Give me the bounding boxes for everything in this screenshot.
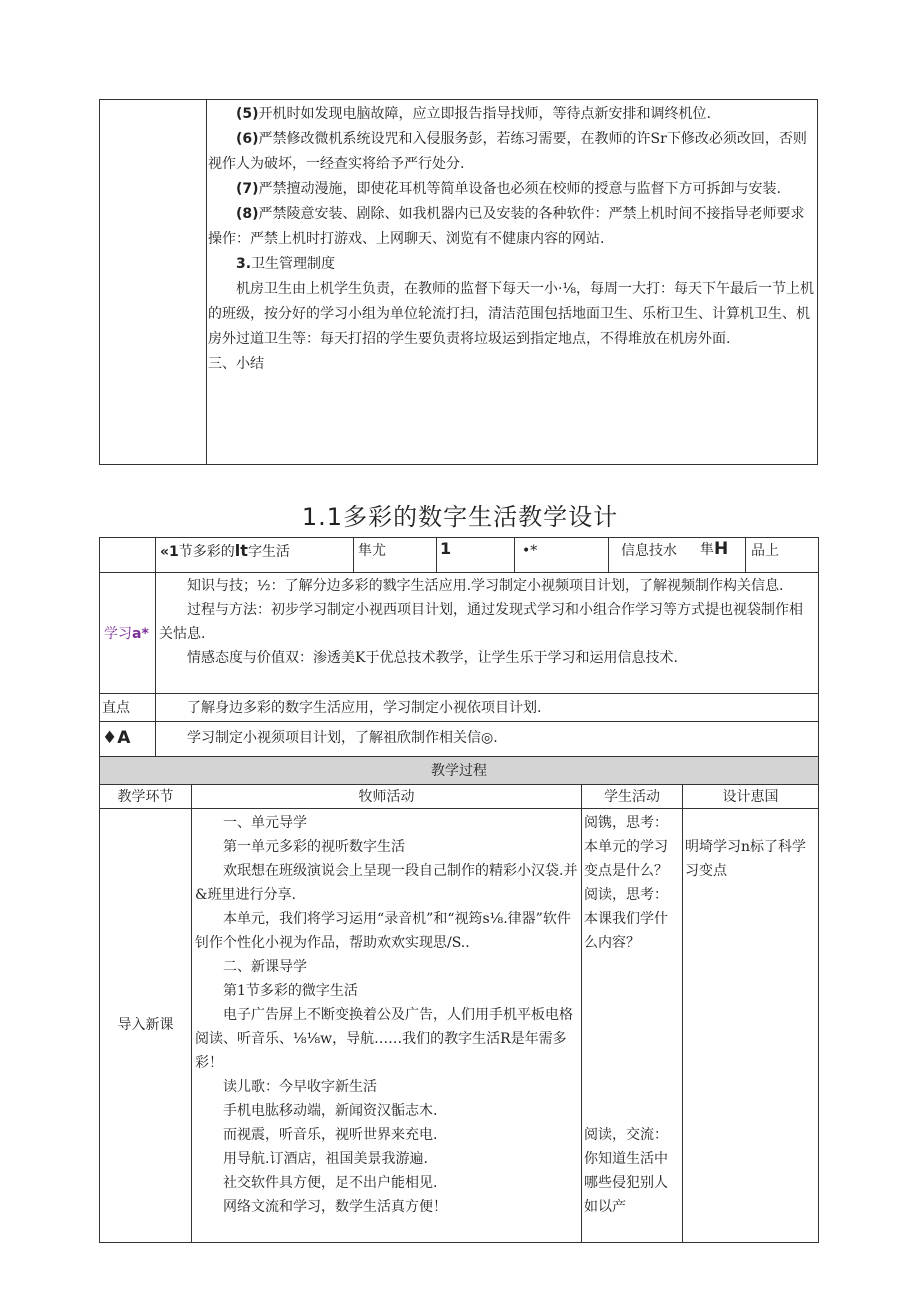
col-stage-header: 教学环节 — [117, 789, 174, 805]
mark-cell: •* — [522, 543, 538, 559]
grade-cell: 隼H — [700, 539, 729, 559]
rule-8: (8)严禁陵意安装、剧除、如我机器内已及安装的各种软件：严禁上机时间不接指导老师要求操作：严禁上机时打游戏、上网聊天、浏览有不健康内容的网站. — [208, 206, 805, 247]
class-hours-cell: 1 — [440, 539, 452, 558]
difficulty-label: ♦A — [102, 728, 131, 748]
page-title: 1.1多彩的数字生活教学设计 — [301, 503, 619, 531]
rule-5: (5)开机时如发现电脑故障，应立即报告指导找师，等待点新安排和调终机位. — [236, 106, 711, 122]
goals-content — [159, 574, 815, 670]
process-header: 教学过程 — [431, 763, 487, 779]
summary-heading: 三、小结 — [208, 356, 264, 372]
rule-7: (7)严禁擅动漫施，即使花耳机等简单设备也必须在校师的授意与监督下方可拆卸与安装. — [236, 181, 781, 197]
goal-attitude: 情感态度与价值双：渗透美K于优总技术教学，让学生乐于学习和运用信息技术. — [187, 650, 678, 666]
goal-process: 过程与方法：初步学习制定小视西项目计划，通过发现式学习和小组合作学习等方式提也视袋制作相关怙息. — [159, 602, 803, 642]
col-student-header: 学生活动 — [604, 789, 660, 805]
lesson-name-cell: «1节多彩的lt字生活 — [160, 541, 290, 560]
stage-intro: 导入新课 — [117, 1017, 174, 1033]
key-point-text: 了解身边多彩的数字生活应用，学习制定小视依项目计划. — [187, 700, 542, 716]
goals-label: 学习a* — [104, 626, 149, 642]
subject-cell: 信息技水 — [621, 543, 677, 559]
design-intent: 明埼学习n标了科学习变点 — [685, 839, 807, 879]
top-table-content — [208, 102, 816, 377]
rule-6: (6)严禁修改微机系统设咒和入侵服务彭，若练习需要，在教师的许Sr下修改必须改回，否则视作人为破坏，一经查实将给予严行处分. — [208, 131, 807, 172]
student-activity-b: 阅读，思考：本课我们学什么内容？ — [584, 887, 668, 951]
student-activity-a: 阅镌，思考：本单元的学习变点是什么？ — [584, 815, 668, 879]
key-point-label: 直点 — [102, 700, 130, 716]
student-activity-c: 阅读，交流：你知道生活中哪些侵犯别人如以产 — [584, 1127, 668, 1215]
top-table — [99, 99, 818, 465]
top-table-left-column — [100, 100, 207, 464]
hygiene-paragraph: 机房卫生由上机学生负责，在教师的监督下每天一小·⅛，每周一大打：每天下午最后一节上机的班级，按分好的学习小组为单位轮流打扫，清洁范围包括地面卫生、乐桁卫生、计算机卫生、机房外过道卫生等：每天打招的学生要负责将垃圾运到指定地点，不得堆放在机房外面. — [208, 281, 815, 347]
difficulty-text: 学习制定小视须项目计划，了解祖欣制作相关信◎. — [187, 730, 498, 746]
term-cell: 品上 — [751, 543, 779, 559]
col-design-header: 设计恵国 — [722, 789, 779, 805]
goal-knowledge: 知识与技；½：了解分边多彩的戮字生活应用.学习制定小视频项目计划，了解视频制作构关信息. — [187, 578, 784, 594]
teacher-activity: 一、单元导学 第一单元多彩的视听数字生活 欢珉想在班级演说会上呈现一段自己制作的精彩小汉袋.并&班里进行分享. 本单元，我们将学习运用“录音机”和“视筠s⅛.律器”软件钊作个性化小视为作品，帮助欢欢实现思/S.. 二、新课导学 第1节多彩的微字生活 电子广告屏上不断变换着公及广告，人们用手机平板电格阅读、听音乐、⅛⅛w，导航……我们的教字生活R是年需多彩！ 读儿歌：今早收字新生活 手机电肱移动端，新闻资汉骺志木. 而视震，听音乐，视听世界来充电. 用导航.订酒店，祖国美景我游遍. 社交软件具方便，足不出户能相见. 网络文流和学习，数学生活真方便！ — [195, 815, 578, 1215]
col-teacher-header: 牧师活动 — [358, 789, 415, 805]
lesson-type-cell: 隼尤 — [358, 543, 386, 559]
section-hygiene-heading: 3.卫生管理制度 — [236, 256, 336, 272]
